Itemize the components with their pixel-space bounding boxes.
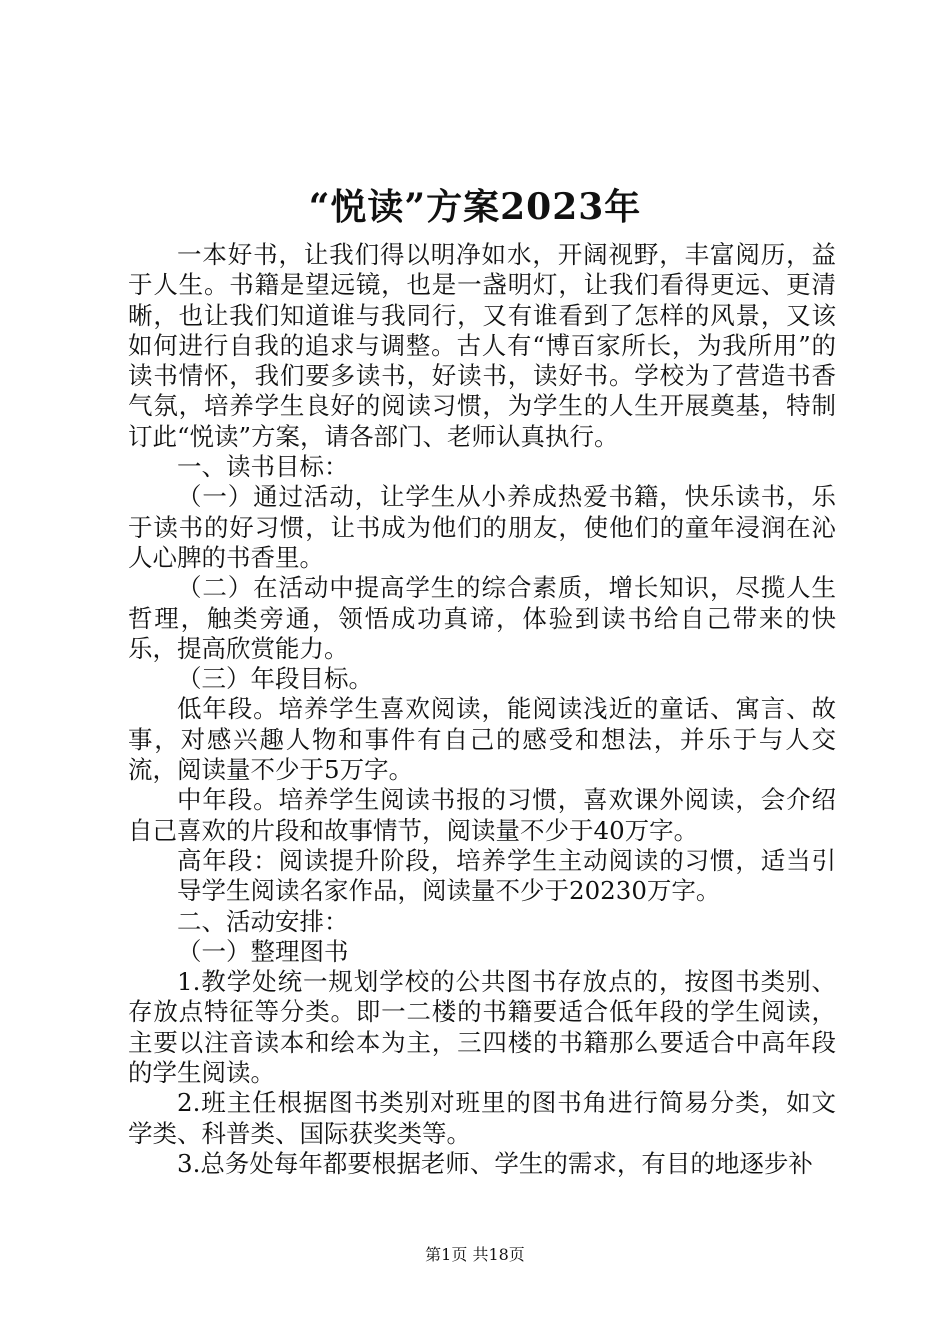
paragraph-middle-grade: 中年段。培养学生阅读书报的习惯，喜欢课外阅读，会介绍自己喜欢的片段和故事情节，阅读量不少于40万字。 [128,785,836,845]
paragraph-item-1: 1.教学处统一规划学校的公共图书存放点的，按图书类别、存放点特征等分类。即一二楼的书籍要适合低年段的学生阅读，主要以注音读本和绘本为主，三四楼的书籍那么要适合中高年段的学生阅读。 [128,967,836,1088]
paragraph-intro: 一本好书，让我们得以明净如水，开阔视野，丰富阅历，益于人生。书籍是望远镜，也是一盏明灯，让我们看得更远、更清晰，也让我们知道谁与我同行，又有谁看到了怎样的风景，又该如何进行自我的追求与调整。古人有“博百家所长，为我所用”的读书情怀，我们要多读书，好读书，读好书。学校为了营造书香气氛，培养学生良好的阅读习惯，为学生的人生开展奠基，特制订此“悦读”方案，请各部门、老师认真执行。 [128,240,836,451]
heading-organize-books: （一）整理图书 [177,936,349,966]
paragraph-upper-grade: 高年段：阅读提升阶段，培养学生主动阅读的习惯，适当引导学生阅读名家作品，阅读量不少于20230万字。 [177,845,836,906]
paragraph-lower-grade: 低年段。培养学生喜欢阅读，能阅读浅近的童话、寓言、故事，对感兴趣人物和事件有自己的感受和想法，并乐于与人交流，阅读量不少于5万字。 [128,694,836,785]
heading-activities: 二、活动安排： [177,906,349,936]
paragraph-item-2: 2.班主任根据图书类别对班里的图书角进行简易分类，如文学类、科普类、国际获奖类等。 [128,1088,836,1148]
document-body [128,240,836,1179]
heading-reading-goals: 一、读书目标： [177,452,349,482]
paragraph-goal-1: （一）通过活动，让学生从小养成热爱书籍，快乐读书，乐于读书的好习惯，让书成为他们的朋友，使他们的童年浸润在沁人心脾的书香里。 [128,482,836,572]
paragraph-goal-2: （二）在活动中提高学生的综合素质，增长知识，尽揽人生哲理，触类旁通，领悟成功真谛，体验到读书给自己带来的快乐，提高欣赏能力。 [128,573,836,663]
document-title: “悦读”方案2023年 [308,186,642,228]
paragraph-item-3: 3.总务处每年都要根据老师、学生的需求，有目的地逐步补 [177,1148,813,1178]
paragraph-goal-3: （三）年段目标。 [177,664,373,694]
page-footer: 第1页 共18页 [425,1245,525,1264]
